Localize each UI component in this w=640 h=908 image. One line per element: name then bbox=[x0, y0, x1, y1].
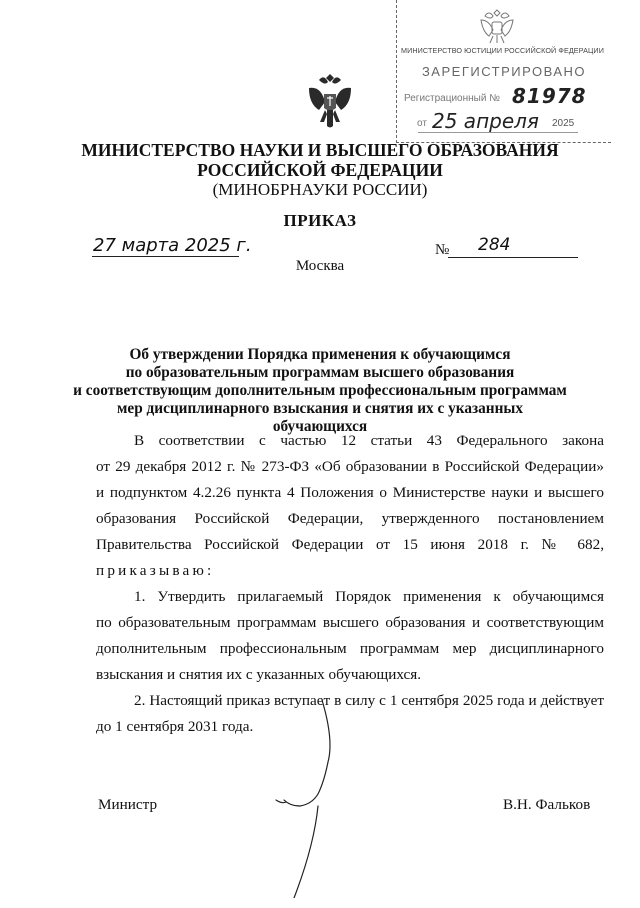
coat-of-arms-icon bbox=[305, 72, 355, 132]
stamp-date-underline bbox=[418, 132, 578, 133]
number-label: № bbox=[435, 242, 450, 258]
signatory-name: В.Н. Фальков bbox=[503, 796, 591, 813]
handwritten-signature bbox=[260, 698, 380, 898]
item-1-line: 1. Утвердить прилагаемый Порядок применения к обучающимся bbox=[134, 588, 604, 605]
signatory-position: Министр bbox=[98, 796, 158, 813]
stamp-registration-label: Регистрационный № bbox=[404, 93, 500, 104]
item-2-line: до 1 сентября 2031 года. bbox=[96, 718, 254, 735]
stamp-date-prefix: от bbox=[417, 118, 427, 129]
preamble-paragraph bbox=[96, 428, 604, 584]
title-line: мер дисциплинарного взыскания и снятия их с указанных обучающихся bbox=[116, 400, 524, 435]
date-underline bbox=[92, 256, 239, 257]
order-word: приказываю: bbox=[96, 562, 215, 579]
stamp-ministry-name: МИНИСТЕРСТВО ЮСТИЦИИ РОССИЙСКОЙ ФЕДЕРАЦИИ bbox=[401, 46, 604, 55]
order-number-handwritten: 284 bbox=[478, 235, 511, 255]
item-1-line: взыскания и снятия их с указанных обучающихся. bbox=[96, 666, 422, 683]
order-title bbox=[70, 346, 570, 436]
preamble-line: образования Российской Федерации, утвержденного постановлением bbox=[96, 510, 604, 527]
title-line: Об утверждении Порядка применения к обучающимся bbox=[129, 346, 511, 363]
stamp-date-handwritten: 25 апреля bbox=[432, 109, 539, 133]
title-line: по образовательным программам высшего образования bbox=[125, 364, 515, 381]
item-1-line: дополнительным профессиональным программам мер дисциплинарного bbox=[96, 640, 604, 657]
order-date-handwritten: 27 марта 2025 г. bbox=[93, 235, 252, 256]
item-1-paragraph bbox=[96, 584, 604, 688]
preamble-line: Правительства Российской Федерации от 15 июня 2018 г. № 682, bbox=[96, 536, 604, 553]
stamp-year: 2025 bbox=[552, 118, 575, 129]
item-2-line: 2. Настоящий приказ вступает в силу с 1 сентября 2025 года и действует bbox=[134, 692, 604, 709]
ministry-name-line2: РОССИЙСКОЙ ФЕДЕРАЦИИ bbox=[197, 160, 443, 180]
city: Москва bbox=[295, 258, 345, 274]
document-type: ПРИКАЗ bbox=[283, 211, 357, 230]
coat-of-arms-icon bbox=[475, 6, 519, 46]
preamble-line: от 29 декабря 2012 г. № 273-ФЗ «Об образовании в Российской Федерации» bbox=[96, 458, 604, 475]
ministry-name-line1: МИНИСТЕРСТВО НАУКИ И ВЫСШЕГО ОБРАЗОВАНИЯ bbox=[81, 140, 559, 160]
title-line: и соответствующим дополнительным профессиональным программам bbox=[73, 382, 567, 399]
ministry-short-name: (МИНОБРНАУКИ РОССИИ) bbox=[212, 180, 428, 199]
preamble-line: В соответствии с частью 12 статьи 43 Федерального закона bbox=[134, 432, 604, 449]
stamp-registered-label: ЗАРЕГИСТРИРОВАНО bbox=[421, 64, 587, 79]
stamp-registration-number: 81978 bbox=[512, 84, 587, 108]
item-1-line: по образовательным программам высшего образования и соответствующим bbox=[96, 614, 604, 631]
preamble-line: и подпунктом 4.2.26 пункта 4 Положения о Министерстве науки и высшего bbox=[96, 484, 604, 501]
